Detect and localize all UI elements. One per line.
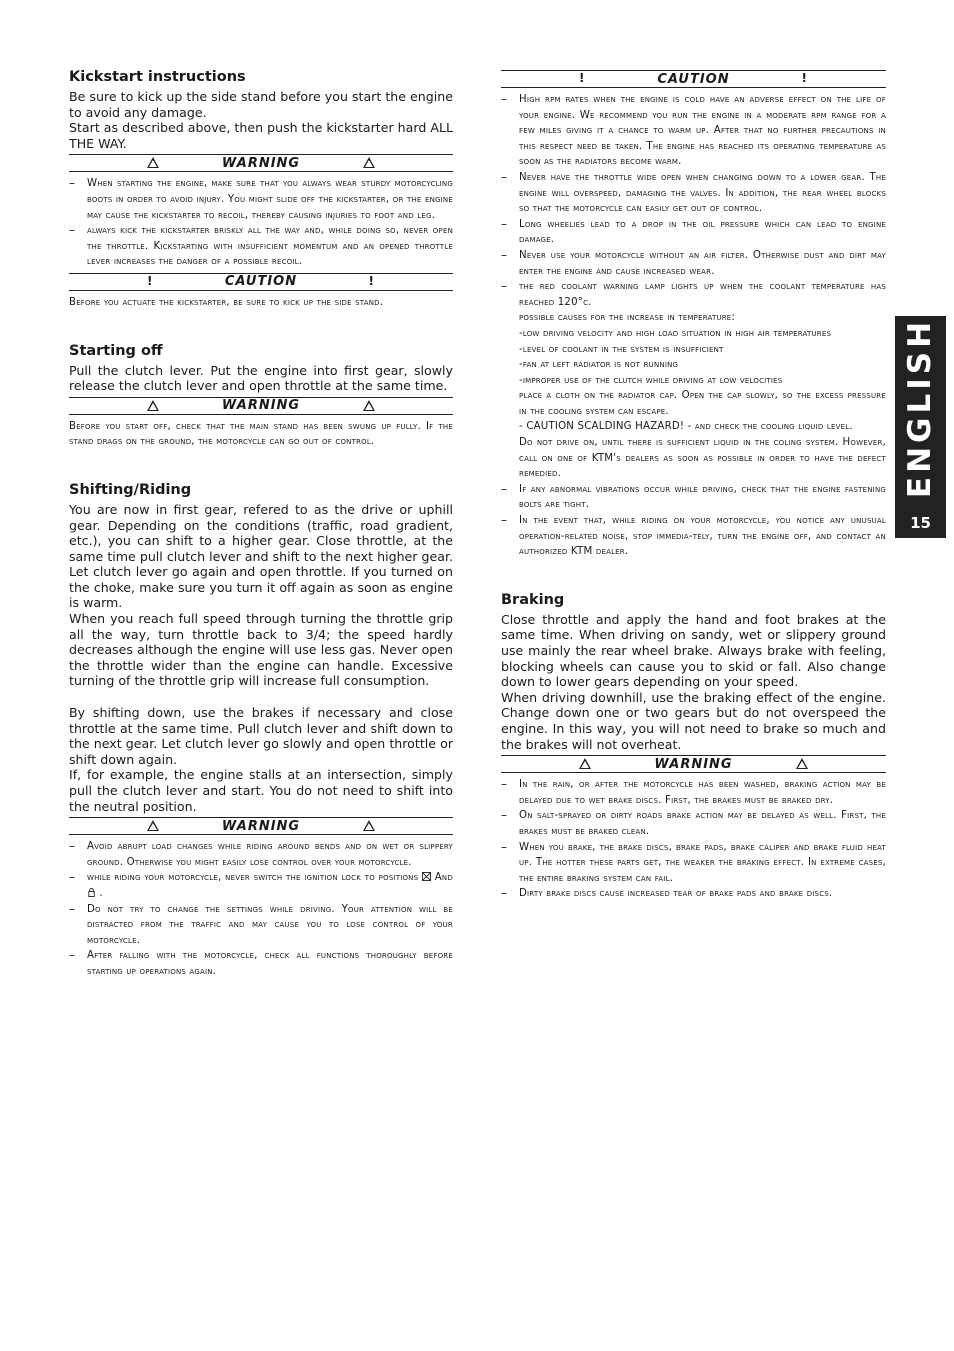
list-subitem: -fan at left radiator is not running [519,359,679,371]
braking-body-1: Close throttle and apply the hand and foot brakes at the same time. When driving on sandy, wet or slippery ground use mainly the rear wheel brake. Always brake with feeling, blocking wheels can cause you to skid or fall. Also change down to lower gears depending on your speed. [501,611,886,690]
starting-off-title: Starting off [69,342,163,359]
shifting-body-3: By shifting down, use the brakes if necessary and close throttle at the same time. Pull clutch lever and shift down to the next gear. Let clutch lever go slowly and open throttle or shift down again. [69,705,453,767]
list-subitem: place a cloth on the radiator cap. Open the cap slowly, so the excess pressure in the cooling system can escape. [519,390,886,417]
list-item: – the red coolant warning lamp lights up when the coolant temperature has reached 120°c. [501,279,886,310]
list-item: – Dirty brake discs cause increased tear of brake pads and brake discs. [501,886,886,902]
warning-triangle-icon [363,820,375,831]
warning-triangle-icon [363,400,375,411]
starting-off-body: Pull the clutch lever. Put the engine into first gear, slowly release the clutch lever and open throttle at the same time. [69,362,453,394]
list-item: – After falling with the motorcycle, check all functions thoroughly before starting up operations again. [69,948,453,979]
kickstart-warning-list [69,176,453,270]
caution-label: CAUTION [224,274,298,290]
ignition-text: while riding your motorcycle, never switch the ignition lock to positions [87,872,419,884]
warning-triangle-icon [147,157,159,168]
list-item: – Do not try to change the settings while driving. Your attention will be distracted from the traffic and may cause you to lose control of your motorcycle. [69,902,453,949]
exclamation-icon: ! [579,71,586,85]
shifting-body-2: When you reach full speed through turning the throttle grip all the way, turn throttle back to 3/4; the speed hardly decreases although the engine will use less gas. Never open the throttle wider than the engine can handle. Excessive turning of the throttle grip will increase full consumption. [69,611,453,689]
language-side-tab [895,316,946,538]
warning-label: WARNING [221,155,301,171]
shifting-body-1: You are now in first gear, refered to as the drive or uphill gear. Depending on the conditions (traffic, road gradient, etc.), you can shift to a higher gear. Close throttle, at the same time pull clutch lever and shift to the next higher gear. Let clutch lever go again and open throttle. If you turned on the choke, make sure you turn it off again as soon as engine is warm. [69,501,453,611]
list-item: – High rpm rates when the engine is cold have an adverse effect on the life of your engine. We recommend you run the engine in a moderate rpm range for a few miles giving it a chance to warm up. After that no further precautions in this respect need be taken. The engine has reached its operating temperature as soon as the radiators become warm. [501,92,886,170]
exclamation-icon: ! [368,273,375,288]
caution-list [501,92,886,560]
warning-label: WARNING [221,398,301,414]
lock-icon [87,888,96,897]
braking-body-2: When driving downhill, use the braking effect of the engine. Change down one or two gears but do not overspeed the engine. In this way, you will not need to brake so much and the brakes will not overheat. [501,689,886,752]
kickstart-body-2: Start as described above, then push the kickstarter hard ALL THE WAY. [69,120,453,151]
kickstart-caution-text: Before you actuate the kickstarter, be sure to kick up the side stand. [69,296,384,308]
kickstart-body-1: Be sure to kick up the side stand before you start the engine to avoid any damage. [69,89,453,120]
lock-and-text: And [434,872,453,884]
list-subitem: possible causes for the increase in temperature: [519,312,736,324]
braking-warning-list [501,777,886,902]
warning-triangle-icon [147,820,159,831]
warning-label: WARNING [221,818,301,834]
list-subitem: Do not drive on, until there is sufficient liquid in the coling system. However, call on one of KTM's dealers as soon as possible in order to have the defect remedied. [519,437,886,480]
shifting-title: Shifting/Riding [69,481,192,498]
list-item: – If any abnormal vibrations occur while driving, check that the engine fastening bolts are tight. [501,482,886,513]
caution-header [69,273,453,291]
page-number: 15 [910,514,931,532]
warning-label: WARNING [654,756,733,772]
warning-triangle-icon [796,758,808,769]
kickstart-title: Kickstart instructions [69,69,246,85]
list-item: – When you brake, the brake discs, brake pads, brake caliper and brake fluid heat up. The hotter these parts get, the weaker the braking effect. In extreme cases, the entire braking system can fail. [501,840,886,887]
exclamation-icon: ! [801,71,808,85]
list-item: – In the rain, or after the motorcycle has been washed, braking action may be delayed due to wet brake discs. First, the brakes must be braked dry. [501,777,886,808]
list-item: – On salt-sprayed or dirty roads brake action may be delayed as well. First, the brakes must be braked clean. [501,808,886,839]
caution-label: CAUTION [657,71,730,87]
right-column [501,68,886,902]
list-item: – Long wheelies lead to a drop in the oil pressure which can lead to engine damage. [501,217,886,248]
list-subitem: -improper use of the clutch while driving at low velocities [519,374,783,386]
ignition-off-icon [422,872,431,881]
starting-off-warning-text: Before you start off, check that the main stand has been swung up fully. If the stand drags on the ground, the motorcycle can go out of control. [69,420,453,448]
shifting-warning-list [69,839,453,979]
language-label: ENGLISH [902,317,938,499]
left-column [69,68,453,980]
warning-header [69,154,453,172]
list-item: – Avoid abrupt load changes while riding around bends and on wet or slippery ground. Otherwise you might easily lose control over your motorcycle. [69,839,453,870]
caution-header [501,70,886,88]
list-item: – Never have the throttle wide open when changing down to a lower gear. The engine will overspeed, damaging the valves. In addition, the rear wheel blocks so that the motorcycle can easily get out of control. [501,170,886,217]
list-subitem: -low driving velocity and high load situation in high air temperatures [519,327,832,339]
warning-header [501,755,886,773]
list-item: – always kick the kickstarter briskly all the way and, while doing so, never open the throttle. Kickstarting with insufficient momentum and an opened throttle lever increases the danger of a possible recoil. [69,223,453,270]
shifting-body-4: If, for example, the engine stalls at an intersection, simply pull the clutch lever and start. You do not need to shift into the neutral position. [69,767,453,814]
list-subitem: -level of coolant in the system is insufficient [519,343,724,355]
list-subitem: - CAUTION SCALDING HAZARD! - and check the cooling liquid level. [519,421,853,433]
list-item: – Never use your motorcycle without an air filter. Otherwise dust and dirt may enter the engine and cause increased wear. [501,248,886,279]
warning-triangle-icon [579,758,591,769]
list-item: – When starting the engine, make sure that you always wear sturdy motorcycling boots in order to avoid injury. You might slide off the kickstarter, or the engine may cause the kickstarter to recoil, thereby causing injuries to foot and leg. [69,176,453,223]
list-item: – In the event that, while riding on your motorcycle, you notice any unusual operation-related noise, stop immedia-tely, turn the engine off, and contact an authorized KTM dealer. [501,513,886,560]
warning-triangle-icon [147,400,159,411]
warning-header [69,817,453,835]
exclamation-icon: ! [147,273,154,288]
warning-triangle-icon [363,157,375,168]
list-item: – while riding your motorcycle, never switch the ignition lock to positions And . [69,870,453,901]
braking-title: Braking [501,591,565,608]
warning-header [69,397,453,415]
